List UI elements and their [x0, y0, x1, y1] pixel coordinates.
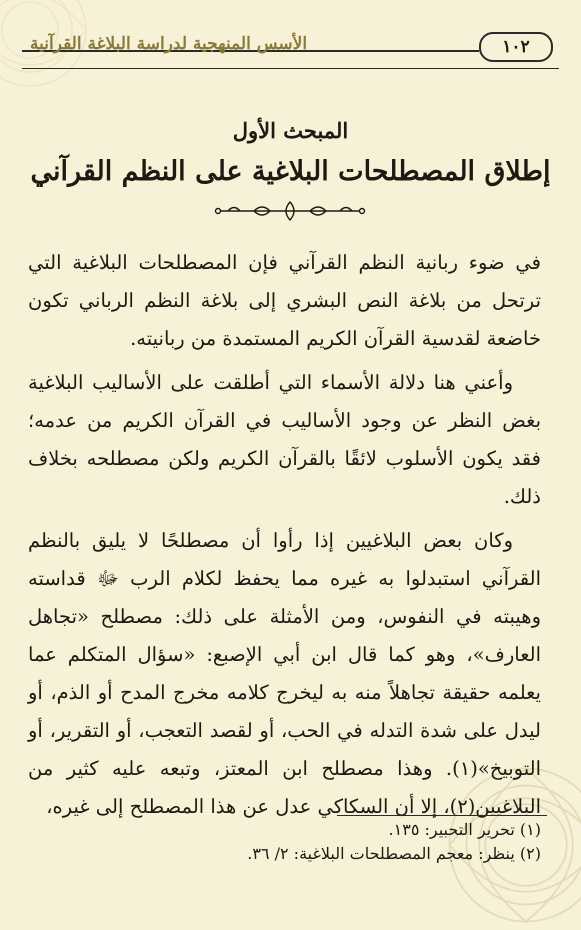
chapter-title: إطلاق المصطلحات البلاغية على النظم القرآني: [0, 156, 581, 187]
footnote: (٢) ينظر: معجم المصطلحات البلاغية: ٢/ ٣٦.: [28, 842, 541, 866]
running-title: الأسس المنهجية لدراسة البلاغة القرآنية: [30, 34, 307, 54]
footnote: (١) تحرير التحبير: ١٣٥.: [28, 818, 541, 842]
paragraph: في ضوء ربانية النظم القرآني فإن المصطلحات البلاغية التي ترتحل من بلاغة النص البشري إلى بلاغة النظم الرباني تكون خاضعة لقدسية القرآن الكريم المستمدة من ربانيته.: [28, 244, 541, 358]
paragraph: وأعني هنا دلالة الأسماء التي أطلقت على الأساليب البلاغية بغض النظر عن وجود الأساليب في القرآن الكريم من عدمه؛ فقد يكون الأسلوب لائقًا بالقرآن الكريم ولكن مصطلحه بخلاف ذلك.: [28, 364, 541, 516]
paragraph: وكان بعض البلاغيين إذا رأوا أن مصطلحًا لا يليق بالنظم القرآني استبدلوا به غيره مما يحفظ لكلام الرب ﷻ قداسته وهيبته في النفوس، ومن الأمثلة على ذلك: مصطلح «تجاهل العارف»، وهو كما قال ابن أبي الإصبع: «سؤال المتكلم عما يعلمه حقيقة تجاهلاً منه به ليخرج كلامه مخرج المدح أو الذم، أو ليدل على شدة التدله في الحب، أو لقصد التعجب، أو التقرير، أو التوبيخ»(١). وهذا مصطلح ابن المعتز، وتبعه عليه كثير من البلاغيين(٢)، إلا أن السكاكي عدل عن هذا المصطلح إلى غيره،: [28, 522, 541, 826]
body-text: [28, 244, 541, 826]
title-ornament-icon: [210, 198, 370, 224]
header-rule: [22, 68, 559, 69]
section-label: المبحث الأول: [0, 118, 581, 143]
footnote-rule: [337, 815, 547, 816]
page-header: [22, 22, 559, 70]
page-number: ١٠٢: [479, 32, 553, 62]
footnotes: [28, 818, 541, 866]
